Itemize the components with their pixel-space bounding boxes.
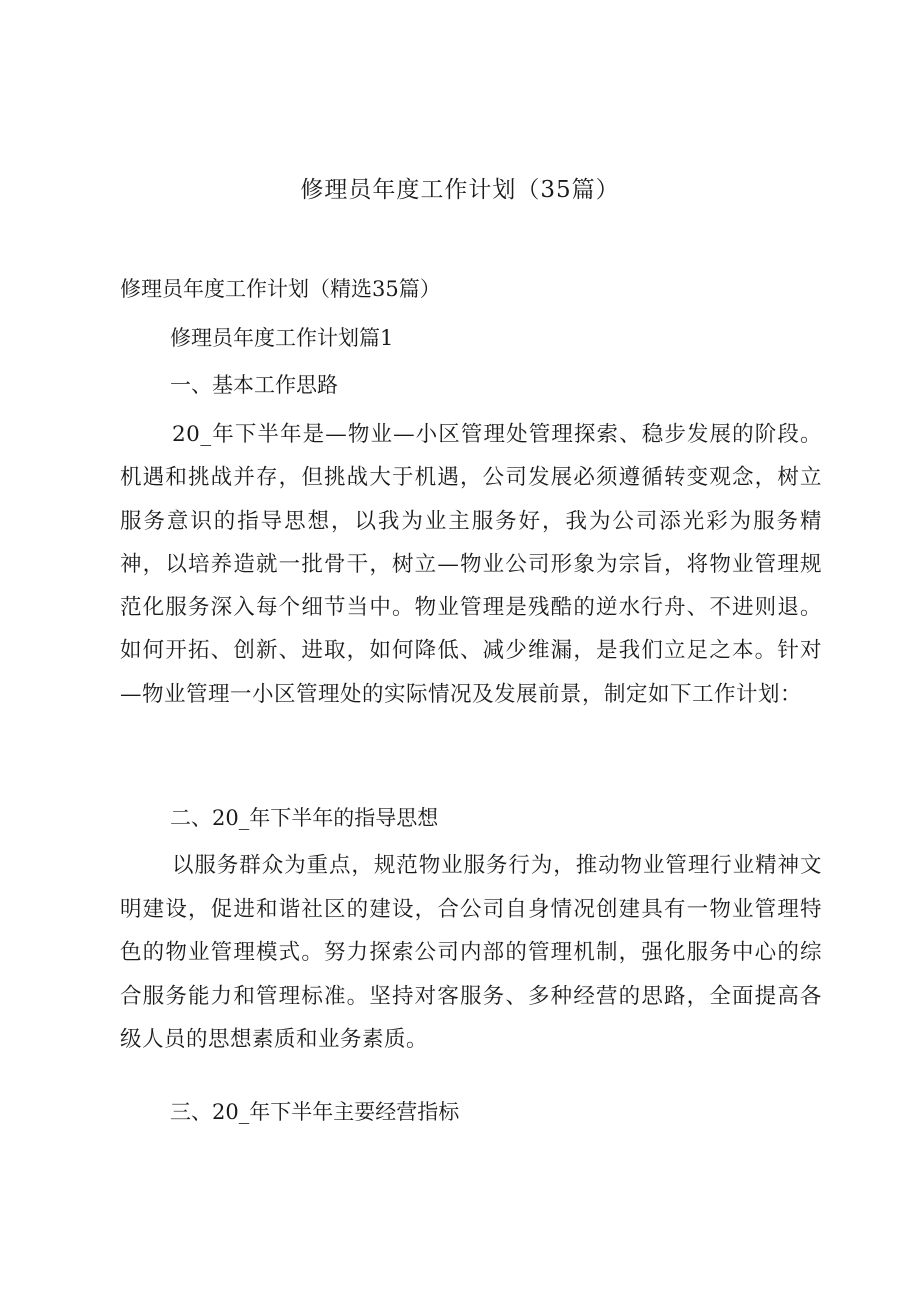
section1-paragraph: 20_年下半年是—物业—小区管理处管理探索、稳步发展的阶段。机遇和挑战并存，但挑战大于机遇，公司发展必须遵循转变观念，树立服务意识的指导思想，以我为业主服务好，我为公司添光彩为服务精神，以培养造就一批骨干，树立—物业公司形象为宗旨，将物业管理规范化服务深入每个细节当中。物业管理是残酷的逆水行舟、不进则退。如何开拓、创新、进取，如何降低、减少维漏，是我们立足之本。针对—物业管理一小区管理处的实际情况及发展前景，制定如下工作计划：	[120, 422, 822, 707]
section1-heading: 一、基本工作思路	[170, 373, 338, 397]
section3-heading: 三、20_年下半年主要经营指标	[170, 1100, 460, 1124]
chapter-heading: 修理员年度工作计划篇1	[170, 326, 394, 350]
document-title: 修理员年度工作计划（35篇）	[300, 177, 620, 203]
section2-paragraph: 以服务群众为重点，规范物业服务行为，推动物业管理行业精神文明建设，促进和谐社区的建设，合公司自身情况创建具有一物业管理特色的物业管理模式。努力探索公司内部的管理机制，强化服务中心的综合服务能力和管理标准。坚持对客服务、多种经营的思路，全面提高各级人员的思想素质和业务素质。	[120, 853, 822, 1053]
section2-heading: 二、20_年下半年的指导思想	[170, 806, 439, 830]
document-subtitle: 修理员年度工作计划（精选35篇）	[120, 277, 441, 301]
